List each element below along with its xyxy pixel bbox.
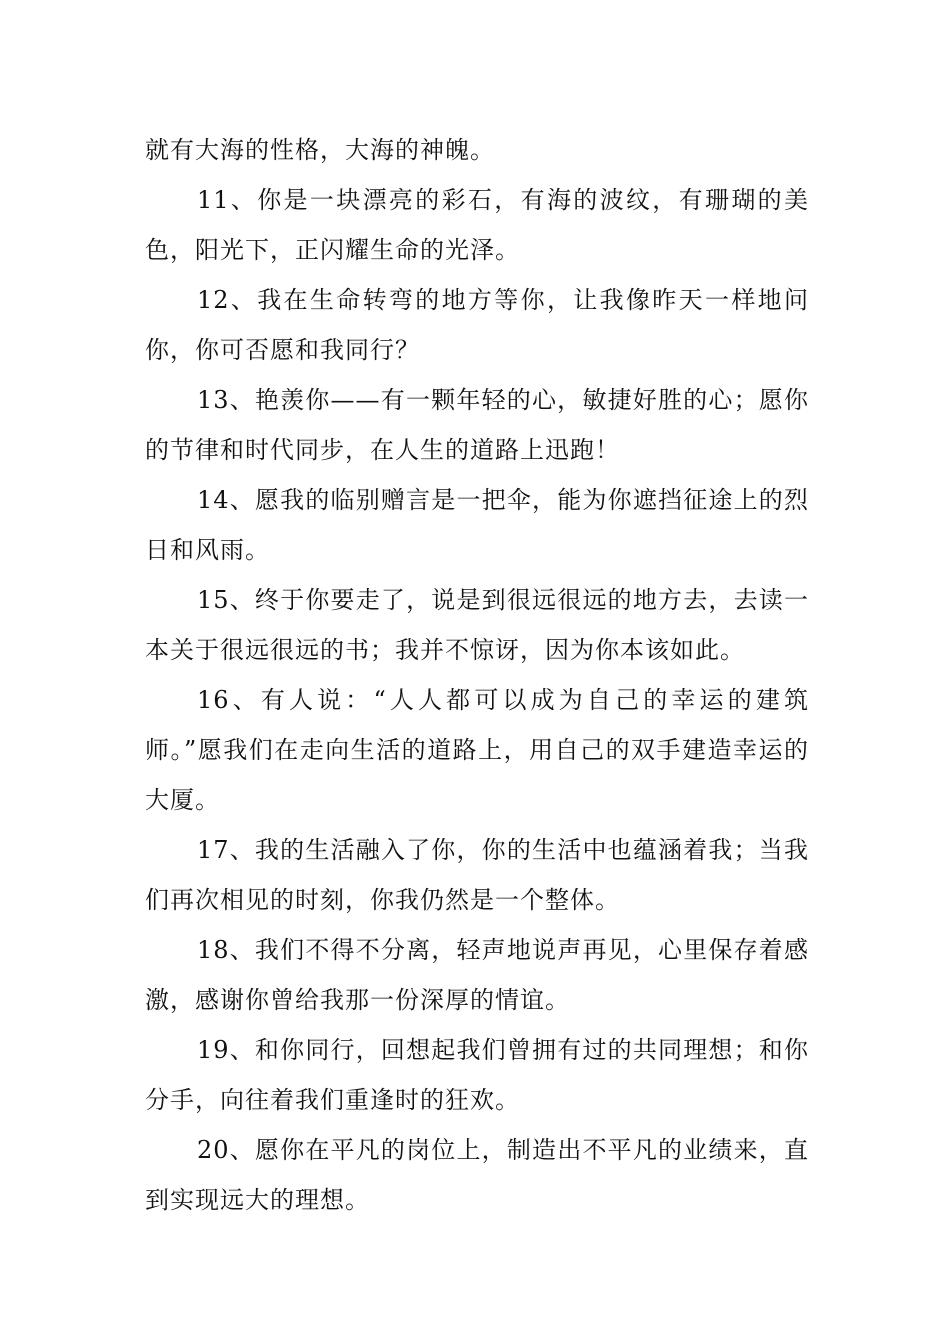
paragraph-15: 15、终于你要走了，说是到很远很远的地方去，去读一本关于很远很远的书；我并不惊讶，因为你本该如此。 [145, 586, 809, 664]
paragraph-12: 12、我在生命转弯的地方等你，让我像昨天一样地问你，你可否愿和我同行？ [145, 286, 809, 364]
text-column [145, 125, 809, 1225]
paragraph-continuation: 就有大海的性格，大海的神魄。 [145, 136, 495, 164]
paragraph-11: 11、你是一块漂亮的彩石，有海的波纹，有珊瑚的美色，阳光下，正闪耀生命的光泽。 [145, 186, 809, 264]
paragraph-19: 19、和你同行，回想起我们曾拥有过的共同理想；和你分手，向往着我们重逢时的狂欢。 [145, 1036, 809, 1114]
paragraph-14: 14、愿我的临别赠言是一把伞，能为你遮挡征途上的烈日和风雨。 [145, 486, 809, 564]
paragraph-18: 18、我们不得不分离，轻声地说声再见，心里保存着感激，感谢你曾给我那一份深厚的情谊。 [145, 936, 809, 1014]
paragraph-17: 17、我的生活融入了你，你的生活中也蕴涵着我；当我们再次相见的时刻，你我仍然是一个整体。 [145, 836, 809, 914]
paragraph-20: 20、愿你在平凡的岗位上，制造出不平凡的业绩来，直到实现远大的理想。 [145, 1136, 809, 1214]
paragraph-13: 13、艳羡你——有一颗年轻的心，敏捷好胜的心；愿你的节律和时代同步，在人生的道路上迅跑！ [145, 386, 809, 464]
paragraph-16: 16、有人说：“人人都可以成为自己的幸运的建筑师。”愿我们在走向生活的道路上，用自己的双手建造幸运的大厦。 [145, 686, 809, 814]
